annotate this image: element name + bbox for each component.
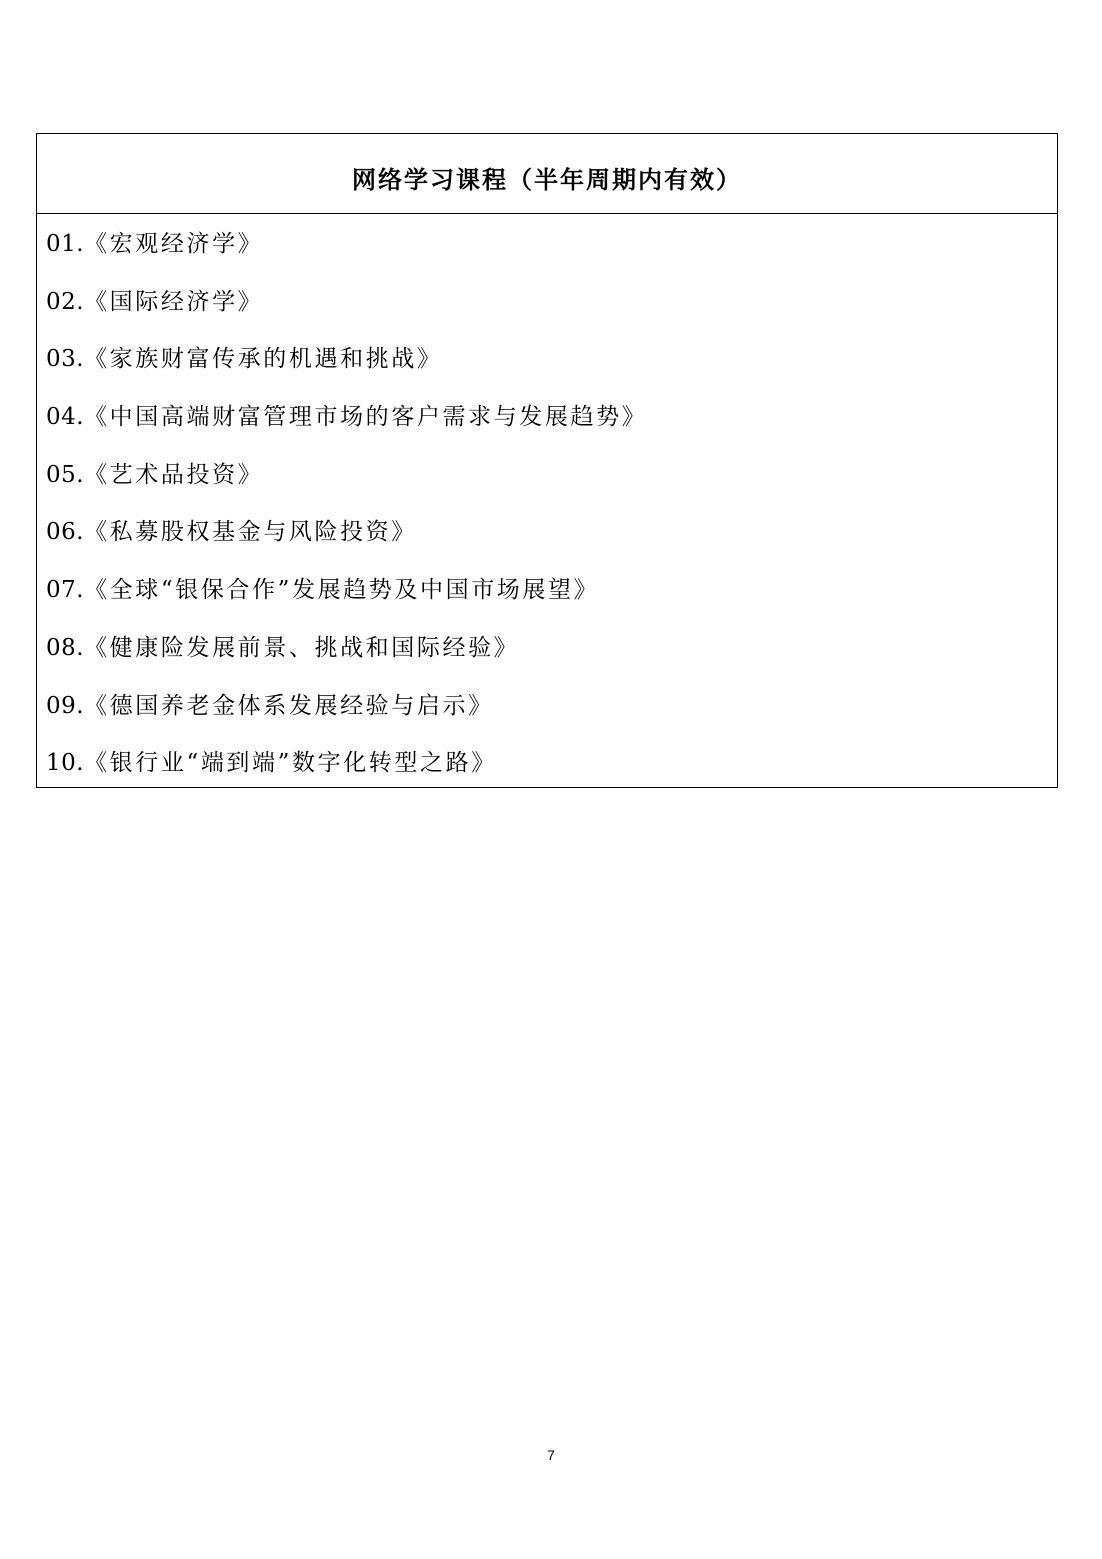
course-number: 08. — [46, 634, 85, 661]
course-number: 02. — [46, 288, 85, 315]
course-number: 06. — [46, 519, 85, 546]
course-item — [37, 512, 1057, 570]
course-list — [37, 214, 1057, 787]
course-title: 《健康险发展前景、挑战和国际经验》 — [84, 634, 520, 661]
course-number: 05. — [46, 461, 85, 488]
course-title: 《宏观经济学》 — [84, 231, 264, 257]
course-item — [37, 686, 1057, 744]
course-item — [37, 339, 1057, 397]
course-table — [36, 133, 1058, 788]
course-number: 10. — [46, 750, 85, 777]
course-item — [37, 282, 1057, 340]
course-item — [37, 224, 1057, 282]
course-item — [37, 628, 1057, 686]
table-title: 网络学习课程（半年周期内有效） — [352, 166, 742, 194]
course-item — [37, 455, 1057, 513]
page-number: 7 — [547, 1447, 555, 1463]
course-title: 《艺术品投资》 — [84, 461, 264, 488]
course-number: 03. — [46, 346, 85, 373]
course-title: 《德国养老金体系发展经验与启示》 — [84, 692, 494, 719]
course-title: 《银行业“端到端”数字化转型之路》 — [84, 750, 497, 777]
course-item — [37, 397, 1057, 455]
course-number: 09. — [46, 692, 85, 719]
course-title: 《中国高端财富管理市场的客户需求与发展趋势》 — [84, 404, 648, 431]
table-header — [37, 134, 1057, 214]
course-item — [37, 570, 1057, 628]
course-number: 07. — [46, 577, 85, 604]
course-number: 01. — [46, 231, 85, 257]
course-title: 《家族财富传承的机遇和挑战》 — [84, 346, 443, 373]
course-title: 《私募股权基金与风险投资》 — [84, 519, 417, 546]
course-title: 《全球“银保合作”发展趋势及中国市场展望》 — [84, 577, 600, 604]
course-number: 04. — [46, 404, 85, 431]
course-item — [37, 743, 1057, 787]
course-title: 《国际经济学》 — [84, 288, 264, 315]
